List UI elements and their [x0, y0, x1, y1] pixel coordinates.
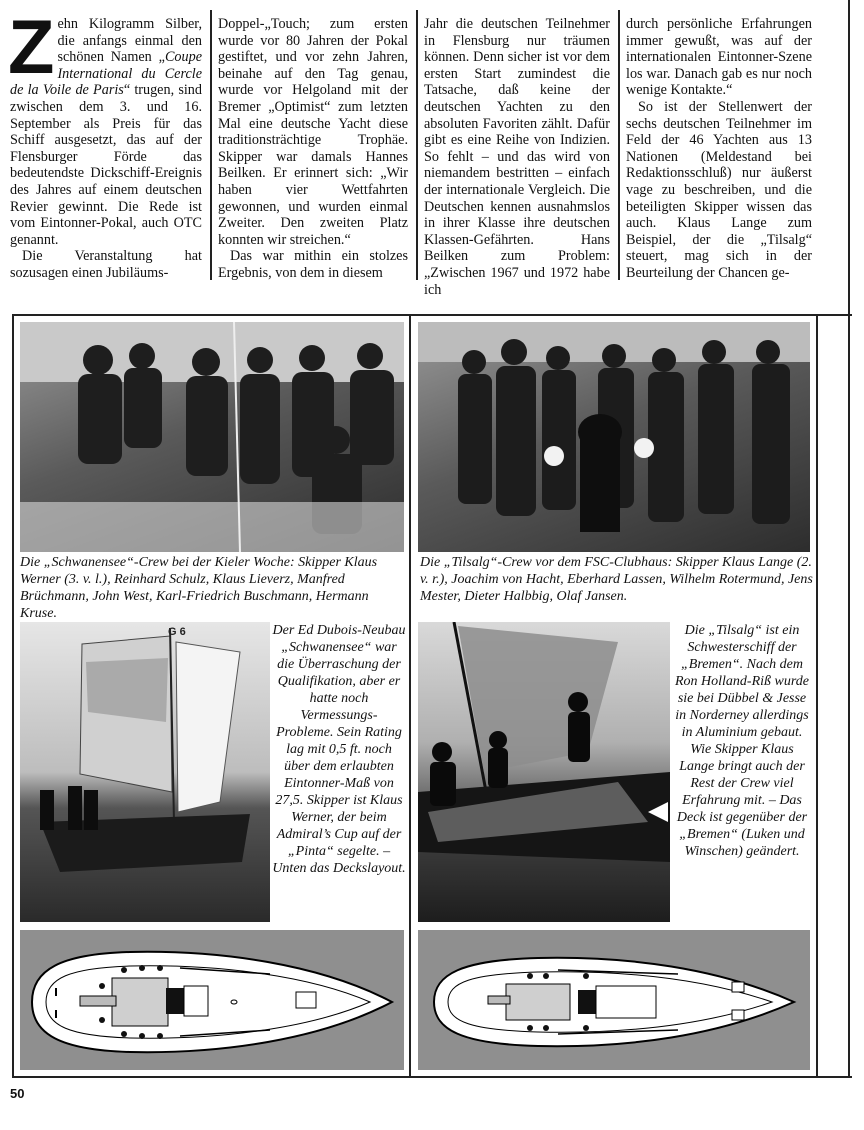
sailing-photo-tilsalg	[418, 622, 670, 922]
col1-text-b: “ trugen, sind zwischen dem 3. und 16. September als Preis für das Schiff ausgesetzt, das auf der Flensburger Förde das bedeutendste Dickschiff-Ereignis des Jahres auf einem deutschen Revier gewinnt. Die Rede ist vom Eintonner-Pokal, auch OTC genannt.	[10, 82, 202, 248]
col4-paragraph-2: So ist der Stellenwert der sechs deutschen Teilnehmer im Feld der 46 Yachten aus 13 Nationen (Meldestand bei Redaktionsschluß) nur äußerst vage zu beschreiben, und die beteiligten Skipper wissen das auch. Klaus Lange zum Beispiel, der die „Tilsalg“ steuert, mag sich in der Beurteilung der Chancen ge-	[626, 98, 812, 281]
column-rule	[210, 10, 212, 280]
caption-photo-3: Der Ed Dubois-Neubau „Schwanensee“ war die Überraschung der Qualifikation, aber er hatte noch Vermessungs-Probleme. Sein Rating lag mit 0,5 ft. noch über dem erlaubten Eintonner-Maß von 27,5. Skipper ist Klaus Werner, der beim Admiral’s Cup auf der „Pinta“ segelte. – Unten das Deckslayout.	[272, 623, 406, 876]
col1-text-a: ehn Kilogramm Silber, die anfangs einmal den schönen Namen „	[57, 16, 202, 66]
sailing-photo-schwanensee	[20, 622, 270, 922]
article-column-3	[424, 16, 610, 298]
drop-cap: Z	[8, 5, 55, 90]
col1-paragraph-2: Die Veranstaltung hat sozusagen einen Jubiläums-	[10, 248, 202, 281]
frame-rule	[12, 1076, 852, 1078]
article-column-4	[626, 16, 812, 282]
caption-photo-1: Die „Schwanensee“-Crew bei der Kieler Woche: Skipper Klaus Werner (3. v. l.), Reinhard Schulz, Klaus Lieverz, Manfred Brüchmann, John West, Karl-Friedrich Buschmann, Hermann Kruse.	[20, 555, 378, 621]
frame-rule	[12, 314, 852, 316]
caption-photo-2: Die „Tilsalg“-Crew vor dem FSC-Clubhaus: Skipper Klaus Lange (2. v. r.), Joachim von Hacht, Eberhard Lassen, Wilhelm Rotermund, Jens Mester, Dieter Halbbig, Olaf Jansen.	[420, 555, 813, 604]
sail-number: G 6	[168, 626, 186, 638]
page-number: 50	[10, 1086, 25, 1101]
frame-rule	[409, 314, 411, 1076]
article-column-1	[8, 5, 202, 282]
frame-rule	[12, 314, 14, 1076]
column-rule	[618, 10, 620, 280]
col2-paragraph-2: Das war mithin ein stolzes Ergebnis, von dem in diesem	[218, 248, 408, 281]
frame-rule	[816, 314, 818, 1076]
caption-photo-4: Die „Tilsalg“ ist ein Schwesterschiff der „Bremen“. Nach dem Ron Holland-Riß wurde sie bei Dübbel & Jesse in Norderney allerdings in Aluminium gebaut. Wie Skipper Klaus Lange bringt auch der Rest der Crew viel Erfahrung mit. – Das Deck ist gegenüber der „Bremen“ (Luken und Winschen) geändert.	[674, 623, 810, 859]
col3-paragraph-1: Jahr die deutschen Teilnehmer in Flensburg nur träumen können. Denn sicher ist vor dem ersten Start zumindest die Tatsache, daß keine der deutschen Yachten zu den absoluten Favoriten zählt. Dafür gibt es eine Reihe von Indizien. So fehlt – und das wird von niemandem bestritten – einfach der internationale Vergleich. Die Deutschen kennen ausnahmslos in ihrer Klasse ihre deutschen Klassen-Gefährten. Hans Beilken zum Problem: „Zwischen 1967 und 1972 habe ich	[424, 16, 610, 298]
frame-rule	[848, 0, 850, 1076]
col1-italic-title: Coupe International du Cercle de la Voile de Paris	[10, 49, 202, 99]
deck-plan-tilsalg	[418, 930, 810, 1070]
col4-paragraph-1: durch persönliche Erfahrungen immer gewußt, was auf der internationalen Eintonner-Szene los war. Danach gab es nur noch wenige Kontakte.“	[626, 16, 812, 99]
column-rule	[416, 10, 418, 280]
deck-plan-schwanensee	[20, 930, 404, 1070]
article-column-2	[218, 16, 408, 282]
crew-photo-tilsalg	[418, 322, 810, 552]
crew-photo-schwanensee	[20, 322, 404, 552]
col2-paragraph-1: Doppel-„Touch; zum ersten wurde vor 80 Jahren der Pokal gestiftet, und vor zehn Jahren, beinahe auf den Tag genau, wurde vor Helgoland mit der Bremer „Optimist“ zum letzten Mal eine deutsche Yacht diese traditionsträchtige Trophäe. Skipper war damals Hannes Beilken. Er erinnert sich: „Wir haben vier Wettfahrten gewonnen, und wurden einmal Zweiter. Den zweiten Platz konnten wir streichen.“	[218, 16, 408, 248]
